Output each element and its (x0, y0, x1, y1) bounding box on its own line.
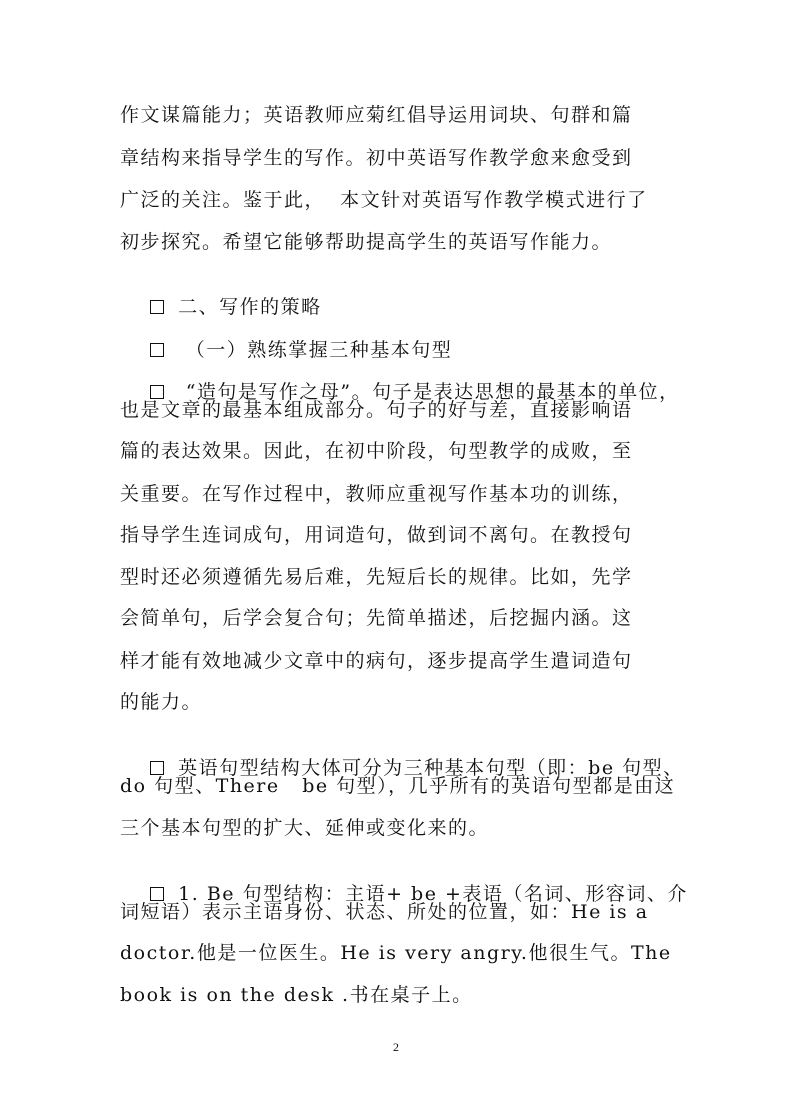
subsection-heading-text: （一）熟练掌握三种基本句型 (178, 339, 453, 361)
paragraph-line: 广泛的关注。鉴于此， 本文针对英语写作教学模式进行了 (120, 189, 648, 211)
paragraph-line: 指导学生连词成句，用词造句，做到词不离句。在教授句 (120, 524, 633, 546)
checkbox-bullet-icon (150, 887, 164, 901)
paragraph-line: 三个基本句型的扩大、延伸或变化来的。 (120, 817, 490, 839)
paragraph-line: 词短语）表示主语身份、状态、所处的位置，如：He is a (120, 901, 649, 923)
paragraph-line: 型时还必须遵循先易后难，先短后长的规律。比如，先学 (120, 566, 633, 588)
checkbox-bullet-icon (150, 300, 164, 314)
paragraph-text: 英语句型结构大体可分为三种基本句型（即：be 句型、 (178, 757, 684, 779)
paragraph-text: “造句是写作之母”。句子是表达思想的最基本的单位， (178, 381, 680, 403)
checkbox-bullet-icon (150, 761, 164, 775)
paragraph-line: do 句型、There be 句型），几乎所有的英语句型都是由这 (120, 775, 676, 797)
paragraph-line: 章结构来指导学生的写作。初中英语写作教学愈来愈受到 (120, 147, 633, 169)
paragraph-line: 作文谋篇能力；英语教师应菊红倡导运用词块、句群和篇 (120, 104, 633, 126)
paragraph-line: 的能力。 (120, 691, 203, 713)
paragraph-line: 初步探究。希望它能够帮助提高学生的英语写作能力。 (120, 231, 613, 253)
paragraph-line: 关重要。在写作过程中，教师应重视写作基本功的训练， (120, 483, 633, 505)
paragraph-line: doctor.他是一位医生。He is very angry.他很生气。The (120, 942, 672, 964)
checkbox-bullet-icon (150, 385, 164, 399)
paragraph-line: book is on the desk .书在桌子上。 (120, 984, 473, 1006)
page-number: 2 (393, 1040, 399, 1054)
paragraph-text: 1. Be 句型结构：主语+ be +表语（名词、形容词、介 (178, 883, 688, 905)
paragraph-line: 样才能有效地减少文章中的病句，逐步提高学生遣词造句 (120, 650, 633, 672)
section-heading-text: 二、写作的策略 (178, 296, 322, 318)
checkbox-bullet-icon (150, 343, 164, 357)
paragraph-line: 篇的表达效果。因此，在初中阶段，句型教学的成败，至 (120, 440, 633, 462)
paragraph-line: 也是文章的最基本组成部分。句子的好与差，直接影响语 (120, 399, 633, 421)
paragraph-line: 会简单句，后学会复合句；先简单描述，后挖掘内涵。这 (120, 607, 633, 629)
